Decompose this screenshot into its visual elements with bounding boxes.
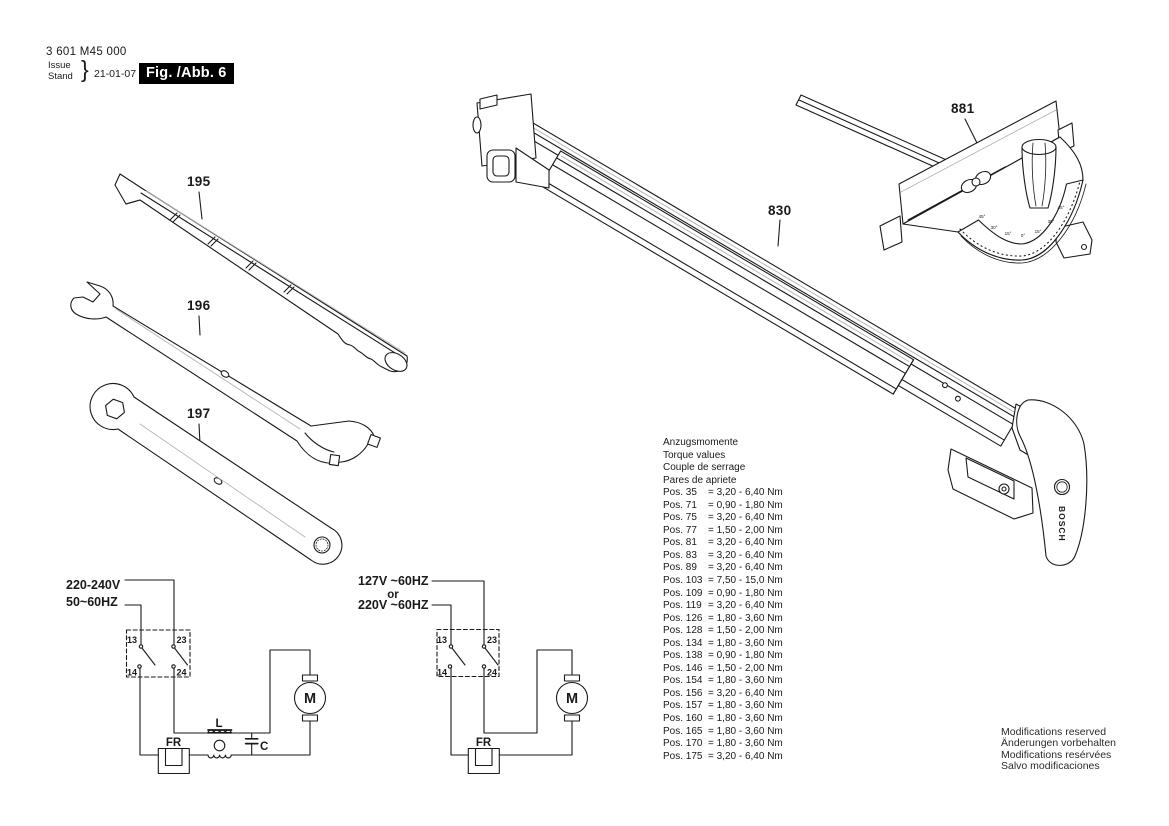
torque-title-line: Couple de serrage: [663, 462, 746, 474]
issue-stand-block: [48, 61, 73, 82]
voltage-label-left-2: 50~60HZ: [66, 595, 118, 609]
miter-scale-label: 0°: [1020, 233, 1026, 238]
torque-pos: Pos. 160: [663, 713, 703, 725]
torque-title-line: Pares de apriete: [663, 474, 737, 486]
torque-row: [663, 675, 783, 688]
torque-value: = 3,20 - 6,40 Nm: [708, 537, 783, 549]
torque-pos: Pos. 77: [663, 524, 697, 536]
terminal-24-right: 24: [487, 667, 498, 678]
torque-pos: Pos. 157: [663, 700, 703, 712]
torque-value: = 1,50 - 2,00 Nm: [708, 662, 783, 674]
torque-value: = 0,90 - 1,80 Nm: [708, 499, 783, 511]
torque-table: [663, 437, 783, 763]
torque-row: [663, 700, 783, 713]
torque-pos: Pos. 119: [663, 600, 702, 612]
torque-pos: Pos. 170: [663, 738, 703, 750]
modifications-notice: [1001, 727, 1116, 772]
voltage-label-left-1: 220-240V: [66, 578, 121, 592]
schematic-right: [358, 574, 588, 774]
torque-row: [663, 613, 783, 626]
relay-label-right: FR: [475, 737, 492, 749]
part-label-196: 196: [187, 298, 211, 313]
terminal-23-left: 23: [176, 635, 187, 645]
part-label-830: 830: [768, 203, 792, 218]
part-label-881: 881: [951, 101, 975, 116]
torque-row: [663, 550, 783, 563]
torque-row: [663, 537, 783, 550]
torque-value: = 3,20 - 6,40 Nm: [708, 750, 783, 762]
torque-pos: Pos. 81: [663, 537, 697, 549]
torque-row: [663, 625, 783, 638]
torque-value: = 1,50 - 2,00 Nm: [708, 524, 783, 536]
part-label-197: 197: [187, 406, 211, 421]
torque-value: = 0,90 - 1,80 Nm: [708, 650, 783, 662]
torque-title-line: Anzugsmomente: [663, 437, 739, 448]
torque-pos: Pos. 156: [663, 687, 703, 699]
torque-value: = 0,90 - 1,80 Nm: [708, 587, 783, 599]
voltage-label-right-1: 127V ~60HZ: [358, 574, 429, 588]
torque-value: = 3,20 - 6,40 Nm: [708, 600, 783, 612]
torque-row: [663, 588, 783, 601]
voltage-label-right-2: 220V ~60HZ: [358, 598, 429, 612]
torque-pos: Pos. 146: [663, 662, 703, 674]
torque-row: [663, 525, 783, 538]
torque-rows: [663, 487, 783, 763]
torque-value: = 3,20 - 6,40 Nm: [708, 687, 783, 699]
brace-glyph: }: [81, 56, 89, 82]
torque-value: = 1,50 - 2,00 Nm: [708, 625, 783, 637]
torque-row: [663, 600, 783, 613]
torque-pos: Pos. 103: [663, 575, 703, 587]
footer-line: Modifications resérvées: [1001, 748, 1112, 761]
bosch-logo-text: BOSCH: [1057, 506, 1067, 542]
torque-pos: Pos. 75: [663, 512, 697, 524]
terminal-14-left: 14: [126, 667, 137, 678]
torque-pos: Pos. 35: [663, 487, 697, 499]
torque-pos: Pos. 165: [663, 725, 703, 737]
torque-value: = 3,20 - 6,40 Nm: [708, 487, 783, 499]
miter-scale-label: 45°: [1057, 205, 1065, 210]
motor-label-left: M: [303, 691, 317, 707]
torque-row: [663, 738, 783, 751]
terminal-13-left: 13: [126, 635, 137, 645]
torque-pos: Pos. 134: [663, 637, 703, 649]
torque-value: = 3,20 - 6,40 Nm: [708, 549, 783, 561]
issue-label: Issue: [48, 60, 71, 71]
miter-scale-label: 15°: [1034, 229, 1042, 234]
torque-pos: Pos. 89: [663, 562, 697, 574]
part-label-195: 195: [187, 174, 211, 189]
footer-line: Modifications reserved: [1001, 726, 1107, 738]
torque-pos: Pos. 83: [663, 549, 697, 561]
schematic-left: [66, 578, 326, 774]
torque-row: [663, 713, 783, 726]
torque-pos: Pos. 138: [663, 650, 703, 662]
inductor-label: L: [215, 718, 223, 730]
terminal-23-right: 23: [487, 635, 498, 645]
wrench-197-drawing: [90, 384, 342, 565]
torque-row: [663, 562, 783, 575]
torque-row: [663, 500, 783, 513]
torque-value: = 1,80 - 3,60 Nm: [708, 738, 783, 750]
terminal-14-right: 14: [436, 667, 447, 678]
torque-value: = 1,80 - 3,60 Nm: [708, 675, 783, 687]
torque-pos: Pos. 128: [663, 625, 703, 637]
capacitor-label: C: [260, 741, 269, 753]
miter-scale-label: 30°: [1047, 219, 1055, 224]
torque-value: = 3,20 - 6,40 Nm: [708, 512, 783, 524]
torque-row: [663, 663, 783, 676]
torque-pos: Pos. 175: [663, 750, 703, 762]
torque-row: [663, 688, 783, 701]
torque-value: = 3,20 - 6,40 Nm: [708, 562, 783, 574]
miter-scale-label: 30°: [990, 225, 998, 230]
torque-value: = 1,80 - 3,60 Nm: [708, 713, 783, 725]
footer-line: Änderungen vorbehalten: [1001, 737, 1117, 750]
voltage-or-word: or: [387, 589, 399, 601]
relay-label-left: FR: [165, 737, 182, 749]
torque-value: = 7,50 - 15,0 Nm: [708, 575, 783, 587]
torque-row: [663, 650, 783, 663]
torque-pos: Pos. 109: [663, 587, 703, 599]
torque-value: = 1,80 - 3,60 Nm: [708, 637, 783, 649]
torque-value: = 1,80 - 3,60 Nm: [708, 612, 783, 624]
figure-number-box: Fig. /Abb. 6: [139, 63, 234, 84]
footer-line: Salvo modificaciones: [1001, 759, 1100, 772]
torque-row: [663, 512, 783, 525]
terminal-13-right: 13: [436, 635, 447, 645]
miter-scale-label: 45°: [978, 214, 986, 219]
miter-gauge-drawing: [796, 95, 1092, 263]
torque-pos: Pos. 154: [663, 675, 703, 687]
stand-label: Stand: [48, 70, 73, 82]
terminal-24-left: 24: [176, 667, 187, 678]
torque-row: [663, 638, 783, 651]
motor-label-right: M: [565, 691, 579, 707]
torque-row: [663, 726, 783, 739]
torque-row: [663, 751, 783, 764]
torque-row: [663, 487, 783, 500]
miter-scale-label: 15°: [1004, 231, 1012, 236]
part-number-text: 3 601 M45 000: [46, 46, 127, 58]
torque-value: = 1,80 - 3,60 Nm: [708, 725, 783, 737]
torque-title-line: Torque values: [663, 449, 726, 461]
issue-date: 21-01-07: [94, 68, 137, 80]
torque-pos: Pos. 71: [663, 499, 697, 511]
torque-value: = 1,80 - 3,60 Nm: [708, 700, 783, 712]
torque-row: [663, 575, 783, 588]
torque-pos: Pos. 126: [663, 612, 703, 624]
